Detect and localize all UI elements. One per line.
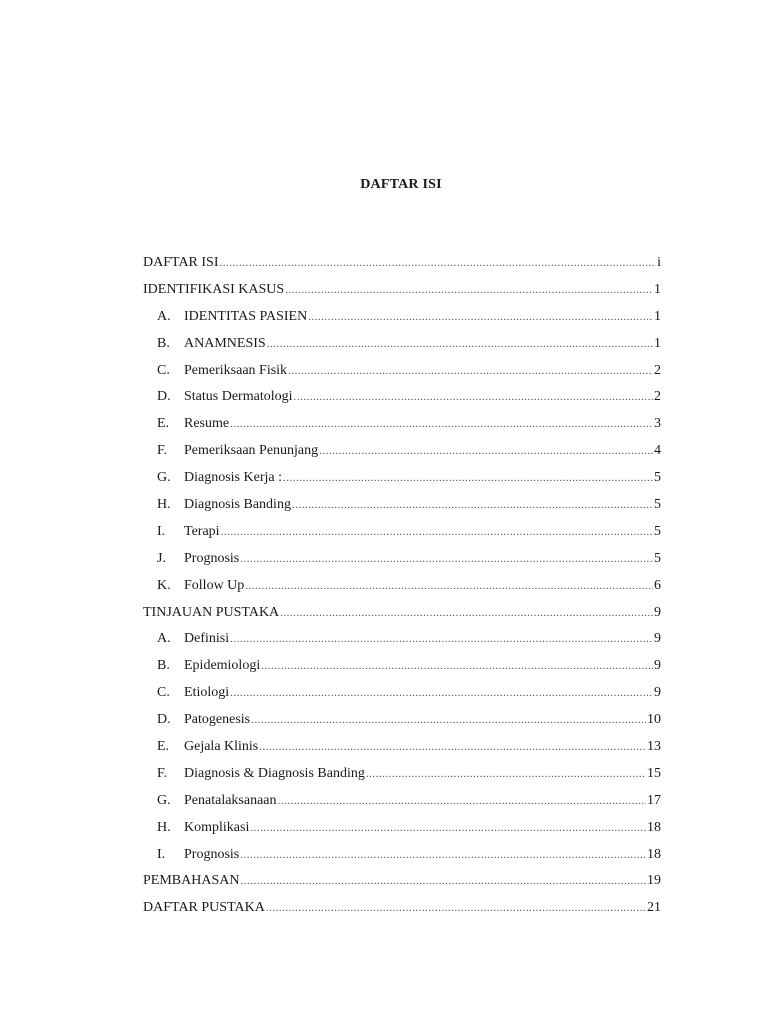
toc-dot-leader (261, 656, 653, 676)
toc-entry-label: TINJAUAN PUSTAKA (143, 604, 280, 620)
toc-subentry[interactable] (143, 791, 661, 818)
toc-page-number: 6 (654, 577, 661, 593)
toc-entry-letter: H. (157, 819, 171, 835)
toc-subentry[interactable] (143, 334, 661, 361)
toc-page-number: 9 (654, 658, 661, 674)
toc-dot-leader (285, 280, 653, 300)
toc-dot-leader (366, 764, 646, 784)
toc-entry-letter: B. (157, 658, 170, 674)
toc-entry-label: Resume (184, 416, 230, 432)
toc-entry-letter: B. (157, 335, 170, 351)
toc-subentry[interactable] (143, 549, 661, 576)
toc-page-number: 1 (654, 308, 661, 324)
toc-page-number: 19 (647, 873, 661, 889)
page-title: DAFTAR ISI (360, 177, 442, 192)
toc-page-number: 18 (647, 819, 661, 835)
toc-entry-label: Diagnosis Banding (184, 497, 291, 513)
toc-entry-letter: D. (157, 389, 171, 405)
toc-entry[interactable] (143, 280, 661, 307)
toc-entry-letter: A. (157, 308, 171, 324)
toc-dot-leader (280, 603, 653, 623)
toc-dot-leader (308, 307, 653, 327)
toc-subentry[interactable] (143, 764, 661, 791)
toc-dot-leader (230, 629, 653, 649)
toc-entry-label: Komplikasi (184, 819, 250, 835)
toc-dot-leader (240, 549, 653, 569)
toc-page-number: 9 (654, 685, 661, 701)
toc-page-number: 13 (647, 739, 661, 755)
toc-subentry[interactable] (143, 845, 661, 872)
toc-subentry[interactable] (143, 522, 661, 549)
toc-subentry[interactable] (143, 441, 661, 468)
toc-dot-leader (230, 683, 653, 703)
toc-dot-leader (283, 468, 653, 488)
toc-subentry[interactable] (143, 629, 661, 656)
toc-dot-leader (240, 845, 646, 865)
toc-subentry[interactable] (143, 495, 661, 522)
toc-entry-label: Terapi (184, 523, 220, 539)
toc-dot-leader (259, 737, 646, 757)
toc-entry-letter: E. (157, 416, 170, 432)
toc-dot-leader (288, 361, 653, 381)
toc-entry-letter: G. (157, 792, 171, 808)
toc-page-number: 1 (654, 335, 661, 351)
toc-entry-letter: I. (157, 846, 166, 862)
toc-dot-leader (319, 441, 653, 461)
toc-entry-label: Definisi (184, 631, 230, 647)
toc-subentry[interactable] (143, 737, 661, 764)
toc-subentry[interactable] (143, 468, 661, 495)
toc-page-number: 5 (654, 497, 661, 513)
toc-entry-label: PEMBAHASAN (143, 873, 240, 889)
toc-page-number: 2 (654, 389, 661, 405)
toc-entry-letter: J. (157, 550, 166, 566)
toc-entry-letter: I. (157, 523, 166, 539)
toc-subentry[interactable] (143, 361, 661, 388)
toc-entry[interactable] (143, 871, 661, 898)
toc-entry-letter: G. (157, 470, 171, 486)
toc-subentry[interactable] (143, 387, 661, 414)
toc-page-number: 4 (654, 443, 661, 459)
toc-page-number: 18 (647, 846, 661, 862)
toc-dot-leader (221, 522, 653, 542)
toc-entry-letter: K. (157, 577, 171, 593)
toc-subentry[interactable] (143, 656, 661, 683)
toc-entry-label: Etiologi (184, 685, 230, 701)
toc-entry-label: IDENTITAS PASIEN (184, 308, 308, 324)
toc-entry-letter: C. (157, 362, 170, 378)
toc-dot-leader (220, 253, 657, 273)
toc-entry-label: Gejala Klinis (184, 739, 259, 755)
toc-dot-leader (266, 898, 646, 918)
toc-page-number: 10 (647, 712, 661, 728)
toc-page-number: 1 (654, 281, 661, 297)
toc-entry-label: Follow Up (184, 577, 245, 593)
toc-dot-leader (245, 576, 653, 596)
toc-entry-label: Epidemiologi (184, 658, 261, 674)
toc-page-number: 21 (647, 900, 661, 916)
toc-entry-label: Prognosis (184, 846, 240, 862)
toc-page-number: 2 (654, 362, 661, 378)
toc-entry-label: DAFTAR PUSTAKA (143, 900, 265, 916)
toc-entry-label: ANAMNESIS (184, 335, 266, 351)
toc-subentry[interactable] (143, 307, 661, 334)
toc-page-number: 5 (654, 523, 661, 539)
toc-page-number: i (657, 255, 661, 270)
toc-dot-leader (240, 871, 646, 891)
toc-entry[interactable] (143, 603, 661, 630)
toc-page-number: 5 (654, 550, 661, 566)
toc-entry-label: Status Dermatologi (184, 389, 293, 405)
toc-dot-leader (230, 414, 653, 434)
toc-entry[interactable] (143, 898, 661, 925)
toc-dot-leader (267, 334, 653, 354)
toc-entry-letter: D. (157, 712, 171, 728)
toc-subentry[interactable] (143, 414, 661, 441)
toc-subentry[interactable] (143, 576, 661, 603)
toc-subentry[interactable] (143, 710, 661, 737)
toc-dot-leader (278, 791, 646, 811)
toc-entry-label: Diagnosis Kerja : (184, 470, 282, 486)
toc-entry-label: Penatalaksanaan (184, 792, 277, 808)
toc-entry-letter: F. (157, 443, 168, 459)
toc-subentry[interactable] (143, 818, 661, 845)
toc-entry-letter: E. (157, 739, 170, 755)
toc-page-number: 15 (647, 765, 661, 781)
toc-entry-label: Pemeriksaan Penunjang (184, 443, 319, 459)
toc-page-number: 9 (654, 631, 661, 647)
toc-entry-letter: C. (157, 685, 170, 701)
toc-entry-label: Diagnosis & Diagnosis Banding (184, 765, 365, 781)
toc-entry-letter: H. (157, 497, 171, 513)
toc-entry-letter: F. (157, 765, 168, 781)
toc-entry-letter: A. (157, 631, 171, 647)
toc-entry-label: Prognosis (184, 550, 240, 566)
toc-dot-leader (294, 387, 654, 407)
toc-entry-label: Patogenesis (184, 712, 251, 728)
toc-page-number: 5 (654, 470, 661, 486)
toc-dot-leader (251, 710, 646, 730)
toc-dot-leader (292, 495, 653, 515)
toc-entry-label: Pemeriksaan Fisik (184, 362, 288, 378)
toc-page-number: 3 (654, 416, 661, 432)
toc-dot-leader (250, 818, 646, 838)
table-of-contents (143, 253, 661, 925)
toc-page-number: 17 (647, 792, 661, 808)
toc-subentry[interactable] (143, 683, 661, 710)
toc-entry-label: IDENTIFIKASI KASUS (143, 281, 285, 297)
toc-entry[interactable] (143, 253, 661, 280)
toc-page-number: 9 (654, 604, 661, 620)
toc-entry-label: DAFTAR ISI (143, 255, 219, 270)
